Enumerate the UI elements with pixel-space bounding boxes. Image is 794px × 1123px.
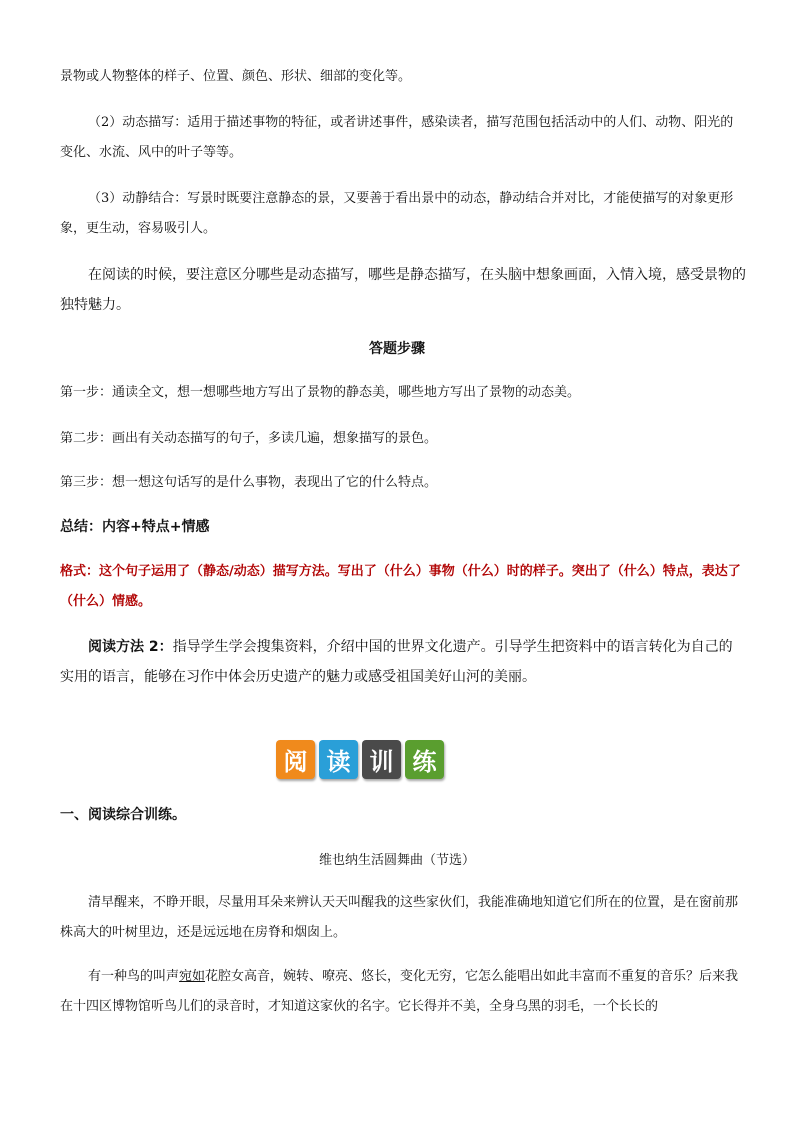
reading-method-two-label: 阅读方法 2： bbox=[88, 639, 173, 655]
section-heading: 一、阅读综合训练。 bbox=[60, 807, 186, 823]
step-three: 第三步：想一想这句话写的是什么事物，表现出了它的什么特点。 bbox=[60, 475, 438, 490]
paragraph-static-description-end: 景物或人物整体的样子、位置、颜色、形状、细部的变化等。 bbox=[60, 69, 412, 84]
article-paragraph-2 bbox=[60, 962, 746, 1022]
reading-method-two-text: 指导学生学会搜集资料，介绍中国的世界文化遗产。引导学生把资料中的语言转化为自己的实用的语言，能够在习作中体会历史遗产的魅力或感受祖国美好山河的美丽。 bbox=[60, 639, 733, 685]
article-paragraph-2-rest: 花腔女高音，婉转、嘹亮、悠长，变化无穷，它怎么能唱出如此丰富而不重复的音乐？后来我在十四区博物馆听鸟儿们的录音时，才知道这家伙的名字。它长得并不美，全身乌黑的羽毛，一个长长的 bbox=[60, 969, 739, 1014]
steps-heading: 答题步骤 bbox=[369, 341, 425, 357]
reading-method-two bbox=[60, 632, 746, 692]
article-paragraph-2-start: 有一种鸟的叫声 bbox=[88, 969, 180, 984]
underlined-word: 宛如 bbox=[179, 969, 206, 984]
banner-tile-3: 训 bbox=[362, 740, 401, 779]
reading-training-banner bbox=[276, 740, 444, 780]
paragraph-dynamic-description: （2）动态描写：适用于描述事物的特征，或者讲述事件，感染读者，描写范围包括活动中的人们、动物、阳光的变化、水流、风中的叶子等等。 bbox=[60, 115, 734, 160]
banner-tile-4: 练 bbox=[405, 740, 444, 779]
banner-tile-2: 读 bbox=[319, 740, 358, 779]
paragraph-reading-tip: 在阅读的时候，要注意区分哪些是动态描写，哪些是静态描写，在头脑中想象画面，入情入境，感受景物的独特魅力。 bbox=[60, 267, 746, 313]
article-title: 维也纳生活圆舞曲（节选） bbox=[318, 853, 475, 868]
banner-tile-1: 阅 bbox=[276, 740, 315, 779]
step-one: 第一步：通读全文，想一想哪些地方写出了景物的静态美，哪些地方写出了景物的动态美。 bbox=[60, 385, 581, 400]
answer-format: 格式：这个句子运用了（静态/动态）描写方法。写出了（什么）事物（什么）时的样子。突出了（什么）特点，表达了（什么）情感。 bbox=[60, 564, 741, 609]
summary-line: 总结：内容+特点+情感 bbox=[60, 519, 210, 535]
step-two: 第二步：画出有关动态描写的句子，多读几遍，想象描写的景色。 bbox=[60, 431, 438, 446]
paragraph-dynamic-static-combination: （3）动静结合：写景时既要注意静态的景，又要善于看出景中的动态，静动结合并对比，才能使描写的对象更形象，更生动，容易吸引人。 bbox=[60, 191, 734, 236]
article-paragraph-1: 清早醒来，不睁开眼，尽量用耳朵来辨认天天叫醒我的这些家伙们，我能准确地知道它们所在的位置，是在窗前那株高大的叶树里边，还是远远地在房脊和烟囱上。 bbox=[60, 895, 739, 940]
